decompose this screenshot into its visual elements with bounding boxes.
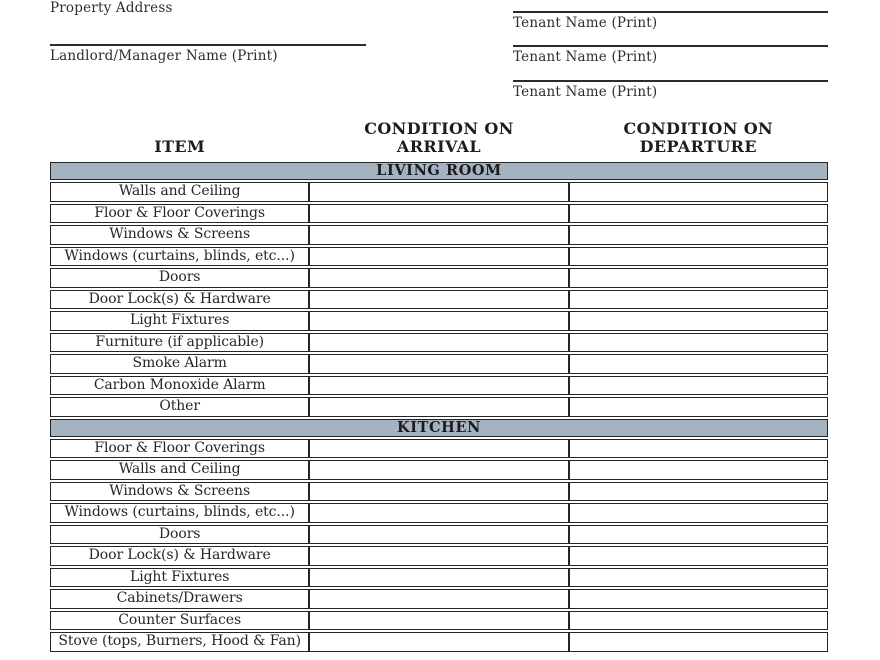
item-cell: Door Lock(s) & Hardware bbox=[50, 546, 309, 566]
table-row bbox=[50, 589, 828, 609]
column-header-item: ITEM bbox=[154, 137, 206, 157]
condition-on-arrival-cell bbox=[309, 397, 568, 417]
table-row bbox=[50, 482, 828, 502]
item-cell: Doors bbox=[50, 525, 309, 545]
condition-on-departure-cell bbox=[569, 182, 828, 202]
condition-on-departure-cell bbox=[569, 546, 828, 566]
item-cell: Windows & Screens bbox=[50, 482, 309, 502]
table-row bbox=[50, 225, 828, 245]
table-row bbox=[50, 333, 828, 353]
tenant-name-line-3 bbox=[513, 80, 828, 100]
table-row bbox=[50, 290, 828, 310]
condition-on-departure-cell bbox=[569, 333, 828, 353]
table-row bbox=[50, 611, 828, 631]
table-row bbox=[50, 204, 828, 224]
condition-on-departure-cell bbox=[569, 268, 828, 288]
tenant-name-label-1: Tenant Name (Print) bbox=[513, 15, 658, 31]
item-cell: Windows & Screens bbox=[50, 225, 309, 245]
item-cell: Door Lock(s) & Hardware bbox=[50, 290, 309, 310]
condition-on-arrival-cell bbox=[309, 225, 568, 245]
tenant-name-line-1 bbox=[513, 11, 828, 31]
condition-on-departure-cell bbox=[569, 290, 828, 310]
condition-on-departure-cell bbox=[569, 482, 828, 502]
condition-on-arrival-cell bbox=[309, 589, 568, 609]
condition-on-arrival-cell bbox=[309, 376, 568, 396]
item-cell: Light Fixtures bbox=[50, 311, 309, 331]
condition-on-arrival-cell bbox=[309, 247, 568, 267]
condition-on-arrival-cell bbox=[309, 333, 568, 353]
table-row bbox=[50, 525, 828, 545]
landlord-name-line bbox=[50, 44, 366, 64]
table-row bbox=[50, 247, 828, 267]
item-cell: Windows (curtains, blinds, etc...) bbox=[50, 247, 309, 267]
condition-on-arrival-cell bbox=[309, 290, 568, 310]
condition-on-departure-cell bbox=[569, 376, 828, 396]
table-row bbox=[50, 568, 828, 588]
condition-on-arrival-cell bbox=[309, 268, 568, 288]
column-header-condition-arrival: CONDITION ON ARRIVAL bbox=[364, 119, 514, 157]
table-row bbox=[50, 397, 828, 417]
condition-on-arrival-cell bbox=[309, 354, 568, 374]
table-row bbox=[50, 268, 828, 288]
condition-on-arrival-cell bbox=[309, 632, 568, 652]
item-cell: Cabinets/Drawers bbox=[50, 589, 309, 609]
condition-on-arrival-cell bbox=[309, 525, 568, 545]
condition-on-departure-cell bbox=[569, 589, 828, 609]
item-cell: Furniture (if applicable) bbox=[50, 333, 309, 353]
checklist-table bbox=[50, 160, 828, 654]
item-cell: Smoke Alarm bbox=[50, 354, 309, 374]
item-cell: Stove (tops, Burners, Hood & Fan) bbox=[50, 632, 309, 652]
tenant-name-label-2: Tenant Name (Print) bbox=[513, 49, 658, 65]
item-cell: Windows (curtains, blinds, etc...) bbox=[50, 503, 309, 523]
condition-on-departure-cell bbox=[569, 311, 828, 331]
condition-on-departure-cell bbox=[569, 460, 828, 480]
condition-on-departure-cell bbox=[569, 632, 828, 652]
table-row bbox=[50, 182, 828, 202]
item-cell: Walls and Ceiling bbox=[50, 460, 309, 480]
column-header-condition-departure: CONDITION ON DEPARTURE bbox=[623, 119, 774, 157]
table-column-headers bbox=[50, 112, 828, 158]
table-row bbox=[50, 354, 828, 374]
condition-on-arrival-cell bbox=[309, 611, 568, 631]
item-cell: Counter Surfaces bbox=[50, 611, 309, 631]
condition-on-arrival-cell bbox=[309, 503, 568, 523]
condition-on-departure-cell bbox=[569, 397, 828, 417]
section-header: KITCHEN bbox=[50, 419, 828, 437]
condition-on-departure-cell bbox=[569, 503, 828, 523]
section-row bbox=[50, 162, 828, 180]
condition-on-departure-cell bbox=[569, 225, 828, 245]
table-row bbox=[50, 546, 828, 566]
table-row bbox=[50, 503, 828, 523]
condition-on-departure-cell bbox=[569, 204, 828, 224]
condition-on-arrival-cell bbox=[309, 460, 568, 480]
condition-on-arrival-cell bbox=[309, 204, 568, 224]
item-cell: Light Fixtures bbox=[50, 568, 309, 588]
table-row bbox=[50, 460, 828, 480]
checklist-table-body bbox=[50, 162, 828, 652]
landlord-name-label: Landlord/Manager Name (Print) bbox=[50, 48, 278, 64]
table-row bbox=[50, 632, 828, 652]
item-cell: Other bbox=[50, 397, 309, 417]
condition-on-departure-cell bbox=[569, 354, 828, 374]
item-cell: Doors bbox=[50, 268, 309, 288]
condition-on-arrival-cell bbox=[309, 311, 568, 331]
table-row bbox=[50, 439, 828, 459]
table-row bbox=[50, 311, 828, 331]
section-row bbox=[50, 419, 828, 437]
condition-on-departure-cell bbox=[569, 247, 828, 267]
condition-on-arrival-cell bbox=[309, 568, 568, 588]
tenant-name-label-3: Tenant Name (Print) bbox=[513, 84, 658, 100]
table-row bbox=[50, 376, 828, 396]
property-address-label: Property Address bbox=[50, 0, 173, 16]
item-cell: Carbon Monoxide Alarm bbox=[50, 376, 309, 396]
condition-on-departure-cell bbox=[569, 525, 828, 545]
item-cell: Floor & Floor Coverings bbox=[50, 204, 309, 224]
condition-on-departure-cell bbox=[569, 611, 828, 631]
section-header: LIVING ROOM bbox=[50, 162, 828, 180]
condition-on-arrival-cell bbox=[309, 546, 568, 566]
item-cell: Floor & Floor Coverings bbox=[50, 439, 309, 459]
condition-on-departure-cell bbox=[569, 439, 828, 459]
condition-on-arrival-cell bbox=[309, 439, 568, 459]
condition-on-arrival-cell bbox=[309, 182, 568, 202]
condition-on-arrival-cell bbox=[309, 482, 568, 502]
item-cell: Walls and Ceiling bbox=[50, 182, 309, 202]
tenant-name-line-2 bbox=[513, 45, 828, 65]
condition-on-departure-cell bbox=[569, 568, 828, 588]
